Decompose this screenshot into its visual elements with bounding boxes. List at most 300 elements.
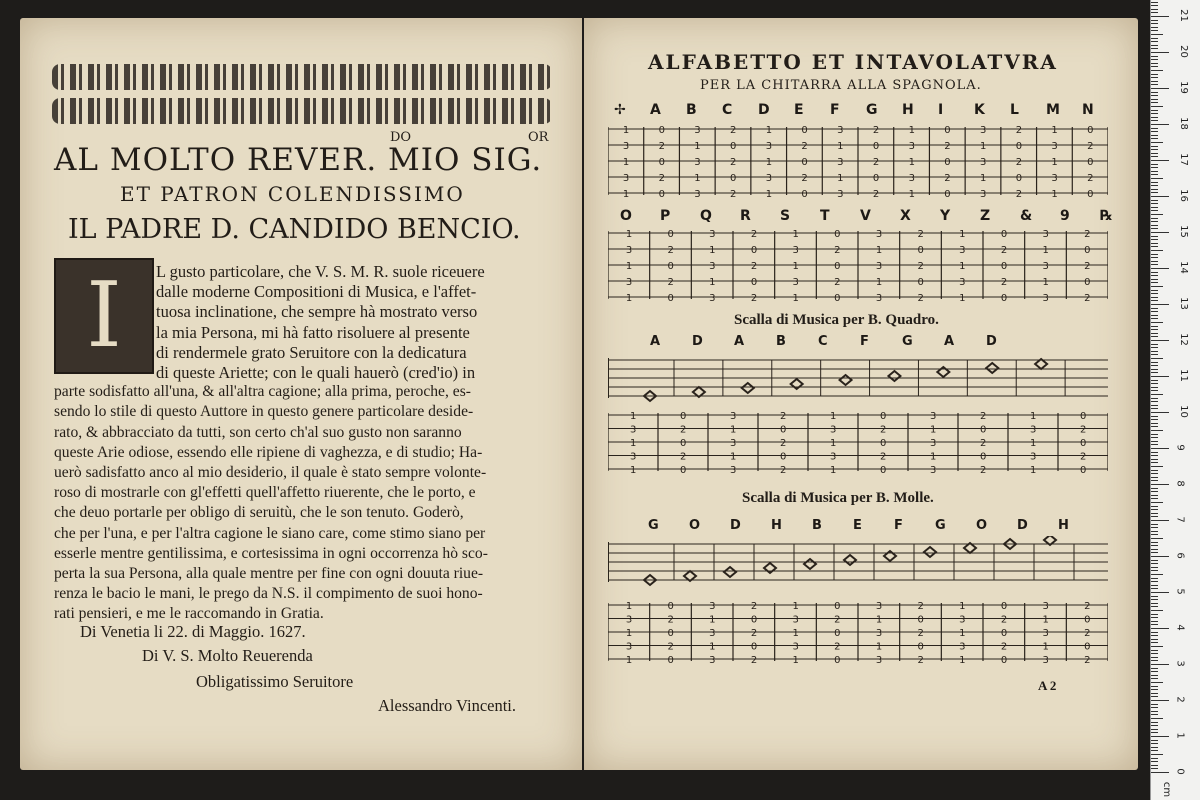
svg-text:1: 1 <box>930 451 937 463</box>
svg-text:2: 2 <box>917 229 924 240</box>
svg-text:2: 2 <box>780 438 787 449</box>
tablature-chord-letter: A <box>734 334 745 349</box>
svg-text:3: 3 <box>622 141 630 152</box>
svg-text:2: 2 <box>980 411 987 422</box>
svg-text:0: 0 <box>834 601 841 612</box>
ruler-minor-tick <box>1151 390 1158 391</box>
svg-text:0: 0 <box>980 424 987 436</box>
ruler-minor-tick <box>1151 95 1158 96</box>
svg-text:2: 2 <box>917 655 924 664</box>
svg-text:2: 2 <box>872 125 880 136</box>
svg-text:3: 3 <box>625 614 633 626</box>
tablature-chord-letter: Y <box>940 208 951 224</box>
svg-text:3: 3 <box>908 173 915 184</box>
svg-text:0: 0 <box>667 601 674 612</box>
svg-text:0: 0 <box>680 411 687 422</box>
svg-text:2: 2 <box>801 141 808 152</box>
svg-text:1: 1 <box>830 438 837 449</box>
svg-text:1: 1 <box>709 641 716 653</box>
ruler-minor-tick <box>1151 117 1158 118</box>
body-line: tuosa inclinatione, che sempre hà mostrato verso <box>156 302 478 322</box>
ruler-minor-tick <box>1151 491 1158 492</box>
ruler-minor-tick <box>1151 239 1158 240</box>
ruler-minor-tick <box>1151 228 1158 229</box>
svg-text:3: 3 <box>875 229 883 240</box>
tablature-chord-letter: F <box>860 334 869 349</box>
ruler-minor-tick <box>1151 473 1158 474</box>
svg-text:3: 3 <box>1030 451 1037 463</box>
ruler-minor-tick <box>1151 63 1158 64</box>
ruler-minor-tick <box>1151 711 1158 712</box>
ruler-minor-tick <box>1151 131 1158 132</box>
body-line: parte sodisfatto all'una, & all'altra cagione; alla prima, peroche, es- <box>54 383 471 401</box>
svg-text:3: 3 <box>792 277 799 288</box>
svg-text:1: 1 <box>709 277 716 288</box>
ruler-minor-tick <box>1151 293 1158 294</box>
ruler-minor-tick <box>1151 66 1158 67</box>
ruler-minor-tick <box>1151 221 1158 222</box>
ruler-minor-tick <box>1151 74 1158 75</box>
svg-text:2: 2 <box>872 157 880 168</box>
ruler-minor-tick <box>1151 102 1158 103</box>
ruler-minor-tick <box>1151 189 1158 190</box>
ruler-minor-tick <box>1151 671 1158 672</box>
tablature-chord-letter: D <box>986 334 997 349</box>
ruler-number: 3 <box>1174 660 1186 667</box>
svg-text:0: 0 <box>801 189 808 198</box>
tablature-chord-letter: 9 <box>1060 208 1070 224</box>
svg-text:0: 0 <box>801 157 808 168</box>
svg-text:1: 1 <box>792 229 799 240</box>
svg-text:0: 0 <box>780 451 787 463</box>
svg-text:1: 1 <box>1042 641 1049 653</box>
body-line: la mia Persona, mi hà fatto risoluere al presente <box>156 322 470 342</box>
ruler-tick <box>1151 592 1169 593</box>
svg-text:3: 3 <box>875 655 883 664</box>
ruler-tick <box>1151 376 1169 377</box>
ruler-minor-tick <box>1151 747 1158 748</box>
svg-text:1: 1 <box>625 293 633 302</box>
svg-text:1: 1 <box>959 628 966 639</box>
ruler-tick <box>1151 412 1169 413</box>
svg-text:2: 2 <box>917 601 924 612</box>
body-line: di queste Ariette; con le quali hauerò (cred'io) in <box>156 363 476 382</box>
tablature-chord-letter: M <box>1046 102 1060 118</box>
svg-text:3: 3 <box>730 411 737 422</box>
ruler-minor-tick <box>1151 563 1158 564</box>
ruler-minor-tick <box>1151 502 1163 503</box>
svg-text:2: 2 <box>1084 261 1091 272</box>
ruler-minor-tick <box>1151 689 1158 690</box>
tablature-chord-letter: G <box>902 334 913 349</box>
ruler-minor-tick <box>1151 192 1158 193</box>
dedication-subtitle: ET PATRON COLENDISSIMO <box>120 182 465 206</box>
svg-text:0: 0 <box>658 189 665 198</box>
ruler-tick <box>1151 52 1169 53</box>
svg-text:2: 2 <box>658 141 665 152</box>
svg-text:3: 3 <box>1051 141 1058 152</box>
tablature-chord-letter: T <box>820 208 830 224</box>
svg-text:3: 3 <box>1042 655 1049 664</box>
ruler-minor-tick <box>1151 9 1158 10</box>
svg-text:0: 0 <box>1000 628 1008 639</box>
svg-text:2: 2 <box>750 229 758 240</box>
ruler-tick <box>1151 124 1169 125</box>
ruler-minor-tick <box>1151 214 1163 215</box>
svg-text:0: 0 <box>680 438 687 449</box>
svg-text:3: 3 <box>630 451 637 463</box>
ruler-minor-tick <box>1151 272 1158 273</box>
ruler-minor-tick <box>1151 639 1158 640</box>
ruler-number: 1 <box>1174 732 1186 739</box>
svg-text:1: 1 <box>908 157 915 168</box>
ruler-minor-tick <box>1151 99 1158 100</box>
svg-text:1: 1 <box>875 614 883 626</box>
ruler-minor-tick <box>1151 437 1158 438</box>
ruler-minor-tick <box>1151 761 1158 762</box>
ruler-tick <box>1151 304 1169 305</box>
ruler-number: 10 <box>1177 405 1189 418</box>
svg-text:3: 3 <box>709 261 716 272</box>
ruler-minor-tick <box>1151 707 1158 708</box>
svg-text:3: 3 <box>694 157 701 168</box>
tablature-chord-letter: Z <box>980 208 991 224</box>
ruler-minor-tick <box>1151 254 1158 255</box>
svg-text:0: 0 <box>1015 141 1023 152</box>
svg-text:3: 3 <box>625 245 633 256</box>
tablature-chord-letter: D <box>730 518 741 533</box>
ruler-minor-tick <box>1151 264 1158 265</box>
ruler-minor-tick <box>1151 81 1158 82</box>
svg-text:0: 0 <box>944 189 951 198</box>
tablature-title: ALFABETTO ET INTAVOLATVRA <box>648 50 1058 74</box>
tablature-chord-letter: D <box>692 334 703 349</box>
ruler-minor-tick <box>1151 171 1158 172</box>
ruler-minor-tick <box>1151 210 1158 211</box>
ruler-minor-tick <box>1151 527 1158 528</box>
svg-text:2: 2 <box>1084 293 1091 302</box>
svg-text:1: 1 <box>908 125 915 136</box>
dropcap-initial: I <box>54 258 154 374</box>
svg-text:3: 3 <box>837 157 844 168</box>
svg-text:2: 2 <box>1000 614 1008 626</box>
svg-text:0: 0 <box>834 261 841 272</box>
svg-text:0: 0 <box>730 173 737 184</box>
svg-text:1: 1 <box>959 261 966 272</box>
ruler-minor-tick <box>1151 462 1158 463</box>
svg-text:0: 0 <box>980 451 987 463</box>
ruler-minor-tick <box>1151 686 1158 687</box>
svg-text:0: 0 <box>1000 655 1008 664</box>
svg-text:1: 1 <box>930 424 937 436</box>
ruler-minor-tick <box>1151 257 1158 258</box>
ruler-minor-tick <box>1151 203 1158 204</box>
ruler-minor-tick <box>1151 480 1158 481</box>
tablature-chord-letter: X <box>900 208 911 224</box>
signature: Alessandro Vincenti. <box>378 696 517 715</box>
ornament-band-top <box>52 64 552 90</box>
svg-text:1: 1 <box>709 245 716 256</box>
svg-text:3: 3 <box>709 628 716 639</box>
tablature-chord-letter: G <box>648 518 659 533</box>
svg-text:1: 1 <box>1051 189 1058 198</box>
svg-text:3: 3 <box>694 125 701 136</box>
ruler-minor-tick <box>1151 380 1158 381</box>
svg-text:1: 1 <box>622 189 630 198</box>
svg-text:1: 1 <box>694 141 701 152</box>
ruler-minor-tick <box>1151 275 1158 276</box>
tablature-chord-letter: N <box>1082 102 1094 118</box>
ruler-number: 9 <box>1174 444 1186 451</box>
ruler-minor-tick <box>1151 146 1158 147</box>
svg-text:3: 3 <box>980 157 987 168</box>
svg-text:1: 1 <box>959 655 966 664</box>
svg-text:1: 1 <box>622 157 630 168</box>
svg-text:3: 3 <box>830 424 837 436</box>
ruler-minor-tick <box>1151 290 1158 291</box>
svg-text:3: 3 <box>1042 293 1049 302</box>
svg-text:0: 0 <box>880 465 887 474</box>
ruler-minor-tick <box>1151 657 1158 658</box>
ruler-minor-tick <box>1151 236 1158 237</box>
ruler-minor-tick <box>1151 642 1158 643</box>
svg-text:0: 0 <box>880 411 887 422</box>
ruler-minor-tick <box>1151 678 1158 679</box>
svg-text:1: 1 <box>980 173 987 184</box>
svg-text:2: 2 <box>667 277 674 288</box>
ruler-minor-tick <box>1151 408 1158 409</box>
closing-line-2: Obligatissimo Seruitore <box>196 672 354 691</box>
svg-text:0: 0 <box>667 655 674 664</box>
svg-text:3: 3 <box>1030 424 1037 436</box>
ruler-minor-tick <box>1151 48 1158 49</box>
svg-text:2: 2 <box>1080 451 1087 463</box>
ruler-minor-tick <box>1151 516 1158 517</box>
tablature-chord-letter: B <box>686 102 697 118</box>
svg-text:0: 0 <box>1084 641 1091 653</box>
page-number: A 2 <box>1038 678 1057 693</box>
ruler-minor-tick <box>1151 387 1158 388</box>
ruler-minor-tick <box>1151 585 1158 586</box>
ruler-minor-tick <box>1151 740 1158 741</box>
ruler-minor-tick <box>1151 653 1158 654</box>
ruler-number: 16 <box>1177 189 1189 202</box>
ruler-minor-tick <box>1151 394 1163 395</box>
ruler-number: 15 <box>1177 225 1189 238</box>
svg-text:0: 0 <box>667 261 674 272</box>
tablature-chord-letter: P <box>660 208 671 224</box>
ruler-minor-tick <box>1151 34 1163 35</box>
ruler-minor-tick <box>1151 452 1158 453</box>
svg-text:3: 3 <box>792 245 799 256</box>
body-line: perta la sua Persona, alla quale mentre per fine con ogni douuta riue- <box>54 565 484 582</box>
svg-text:2: 2 <box>944 141 951 152</box>
svg-text:1: 1 <box>792 293 799 302</box>
ruler-minor-tick <box>1151 354 1158 355</box>
dedication-title: AL MOLTO REVER. MIO SIG. <box>54 142 543 178</box>
svg-text:1: 1 <box>709 614 716 626</box>
svg-text:2: 2 <box>1084 601 1091 612</box>
ruler-tick <box>1151 160 1169 161</box>
ruler-tick <box>1151 448 1169 449</box>
ruler-minor-tick <box>1151 606 1158 607</box>
svg-text:1: 1 <box>730 424 737 436</box>
tablature-chord-letter: H <box>771 518 782 533</box>
ruler-minor-tick <box>1151 513 1158 514</box>
ruler-minor-tick <box>1151 470 1158 471</box>
ruler-number: 14 <box>1177 261 1189 274</box>
tablature-chord-letter: D <box>1017 518 1028 533</box>
ruler-minor-tick <box>1151 614 1158 615</box>
music-staff-molle <box>608 536 1108 596</box>
svg-text:1: 1 <box>875 277 883 288</box>
ruler-tick <box>1151 340 1169 341</box>
svg-text:3: 3 <box>875 628 883 639</box>
ruler-minor-tick <box>1151 174 1158 175</box>
ruler-minor-tick <box>1151 426 1158 427</box>
tablature-chord-letter: F <box>830 102 840 118</box>
svg-text:3: 3 <box>792 614 799 626</box>
ruler-minor-tick <box>1151 632 1158 633</box>
svg-text:1: 1 <box>1030 465 1037 474</box>
svg-text:1: 1 <box>765 189 773 198</box>
svg-text:1: 1 <box>792 261 799 272</box>
ruler-minor-tick <box>1151 142 1163 143</box>
ruler-number: 21 <box>1177 9 1189 22</box>
ruler-minor-tick <box>1151 668 1158 669</box>
ruler-minor-tick <box>1151 149 1158 150</box>
body-line: esserle mentre gentilissima, e cortesissima in ogni occorrenza hò sco- <box>54 544 488 562</box>
ruler-minor-tick <box>1151 650 1158 651</box>
dedicatee-name: IL PADRE D. CANDIDO BENCIO. <box>68 214 521 245</box>
ruler-minor-tick <box>1151 682 1163 683</box>
svg-text:3: 3 <box>694 189 701 198</box>
ruler-minor-tick <box>1151 660 1158 661</box>
svg-text:0: 0 <box>667 628 674 639</box>
body-line: roso di mostrarle con gl'effetti quell'affetto riuerente, che le porto, e <box>54 484 476 502</box>
ruler-minor-tick <box>1151 729 1158 730</box>
svg-text:3: 3 <box>730 465 737 474</box>
ruler-minor-tick <box>1151 722 1158 723</box>
svg-text:1: 1 <box>792 655 799 664</box>
svg-text:1: 1 <box>908 189 915 198</box>
svg-text:0: 0 <box>944 125 951 136</box>
ruler-minor-tick <box>1151 423 1158 424</box>
svg-text:1: 1 <box>959 229 966 240</box>
tablature-chord-letter: G <box>866 102 878 118</box>
ruler-number: 0 <box>1174 768 1186 775</box>
svg-text:2: 2 <box>980 438 987 449</box>
svg-text:0: 0 <box>1000 261 1008 272</box>
svg-text:0: 0 <box>1015 173 1023 184</box>
tablature-chord-letter: I <box>938 102 944 118</box>
svg-text:2: 2 <box>1000 245 1008 256</box>
svg-text:2: 2 <box>834 614 841 626</box>
body-line: rati pensieri, e me le raccomando in Gratia. <box>54 605 324 623</box>
svg-text:0: 0 <box>730 141 737 152</box>
svg-text:2: 2 <box>834 245 841 256</box>
ruler-minor-tick <box>1151 318 1158 319</box>
svg-text:3: 3 <box>959 277 966 288</box>
svg-text:3: 3 <box>959 245 966 256</box>
svg-text:1: 1 <box>1030 411 1037 422</box>
svg-text:0: 0 <box>750 614 758 626</box>
tablature-chord-letter: & <box>1020 208 1033 224</box>
svg-text:0: 0 <box>658 157 665 168</box>
svg-text:2: 2 <box>1084 655 1091 664</box>
ruler-minor-tick <box>1151 549 1158 550</box>
ruler-minor-tick <box>1151 538 1163 539</box>
svg-text:2: 2 <box>780 465 787 474</box>
svg-text:1: 1 <box>959 601 966 612</box>
svg-text:3: 3 <box>875 261 883 272</box>
ruler-minor-tick <box>1151 455 1158 456</box>
svg-text:2: 2 <box>750 261 758 272</box>
svg-text:0: 0 <box>880 438 887 449</box>
svg-text:0: 0 <box>750 245 758 256</box>
tablature-chord-letter: E <box>794 102 804 118</box>
ruler-minor-tick <box>1151 329 1158 330</box>
svg-text:3: 3 <box>875 293 883 302</box>
svg-text:2: 2 <box>667 614 674 626</box>
scale-quadro-title: Scalla di Musica per B. Quadro. <box>734 312 939 328</box>
tablature-chord-letter: G <box>935 518 946 533</box>
svg-text:0: 0 <box>750 641 758 653</box>
body-line: renza le bacio le mani, le prego da N.S. il compimento de suoi hono- <box>54 585 483 603</box>
svg-text:0: 0 <box>834 628 841 639</box>
ruler-minor-tick <box>1151 167 1158 168</box>
ruler-minor-tick <box>1151 617 1158 618</box>
tablature-subtitle: PER LA CHITARRA ALLA SPAGNOLA. <box>700 78 982 93</box>
svg-text:3: 3 <box>709 655 716 664</box>
body-line: uerò sadisfatto anco al mio desiderio, il quale è stato sempre volonte- <box>54 464 487 481</box>
tablature-chord-letter: R <box>740 208 751 224</box>
ruler-tick <box>1151 772 1169 773</box>
svg-text:1: 1 <box>837 141 844 152</box>
svg-text:3: 3 <box>765 173 773 184</box>
svg-text:2: 2 <box>917 628 924 639</box>
svg-text:0: 0 <box>750 277 758 288</box>
svg-text:0: 0 <box>917 277 924 288</box>
svg-text:3: 3 <box>930 438 937 449</box>
ruler-number: 2 <box>1174 696 1186 703</box>
svg-text:0: 0 <box>1084 614 1091 626</box>
ruler-minor-tick <box>1151 347 1158 348</box>
svg-text:3: 3 <box>622 173 630 184</box>
ornament-band-bottom <box>52 98 552 124</box>
ruler-minor-tick <box>1151 596 1158 597</box>
ruler-minor-tick <box>1151 2 1158 3</box>
svg-text:3: 3 <box>625 277 633 288</box>
ruler-minor-tick <box>1151 45 1158 46</box>
ruler-number: 12 <box>1177 333 1189 346</box>
svg-text:1: 1 <box>1051 125 1058 136</box>
tablature-chord-letter: E <box>853 518 862 533</box>
tablature-chord-letter: O <box>620 208 632 224</box>
svg-text:3: 3 <box>709 293 716 302</box>
ruler-minor-tick <box>1151 297 1158 298</box>
ruler-minor-tick <box>1151 441 1158 442</box>
svg-text:2: 2 <box>917 261 924 272</box>
svg-text:0: 0 <box>680 465 687 474</box>
tablature-chord-letter: C <box>722 102 733 118</box>
ruler-minor-tick <box>1151 279 1158 280</box>
svg-text:2: 2 <box>1015 125 1023 136</box>
svg-text:3: 3 <box>765 141 773 152</box>
ruler-minor-tick <box>1151 106 1163 107</box>
ruler-minor-tick <box>1151 398 1158 399</box>
svg-text:1: 1 <box>630 465 637 474</box>
